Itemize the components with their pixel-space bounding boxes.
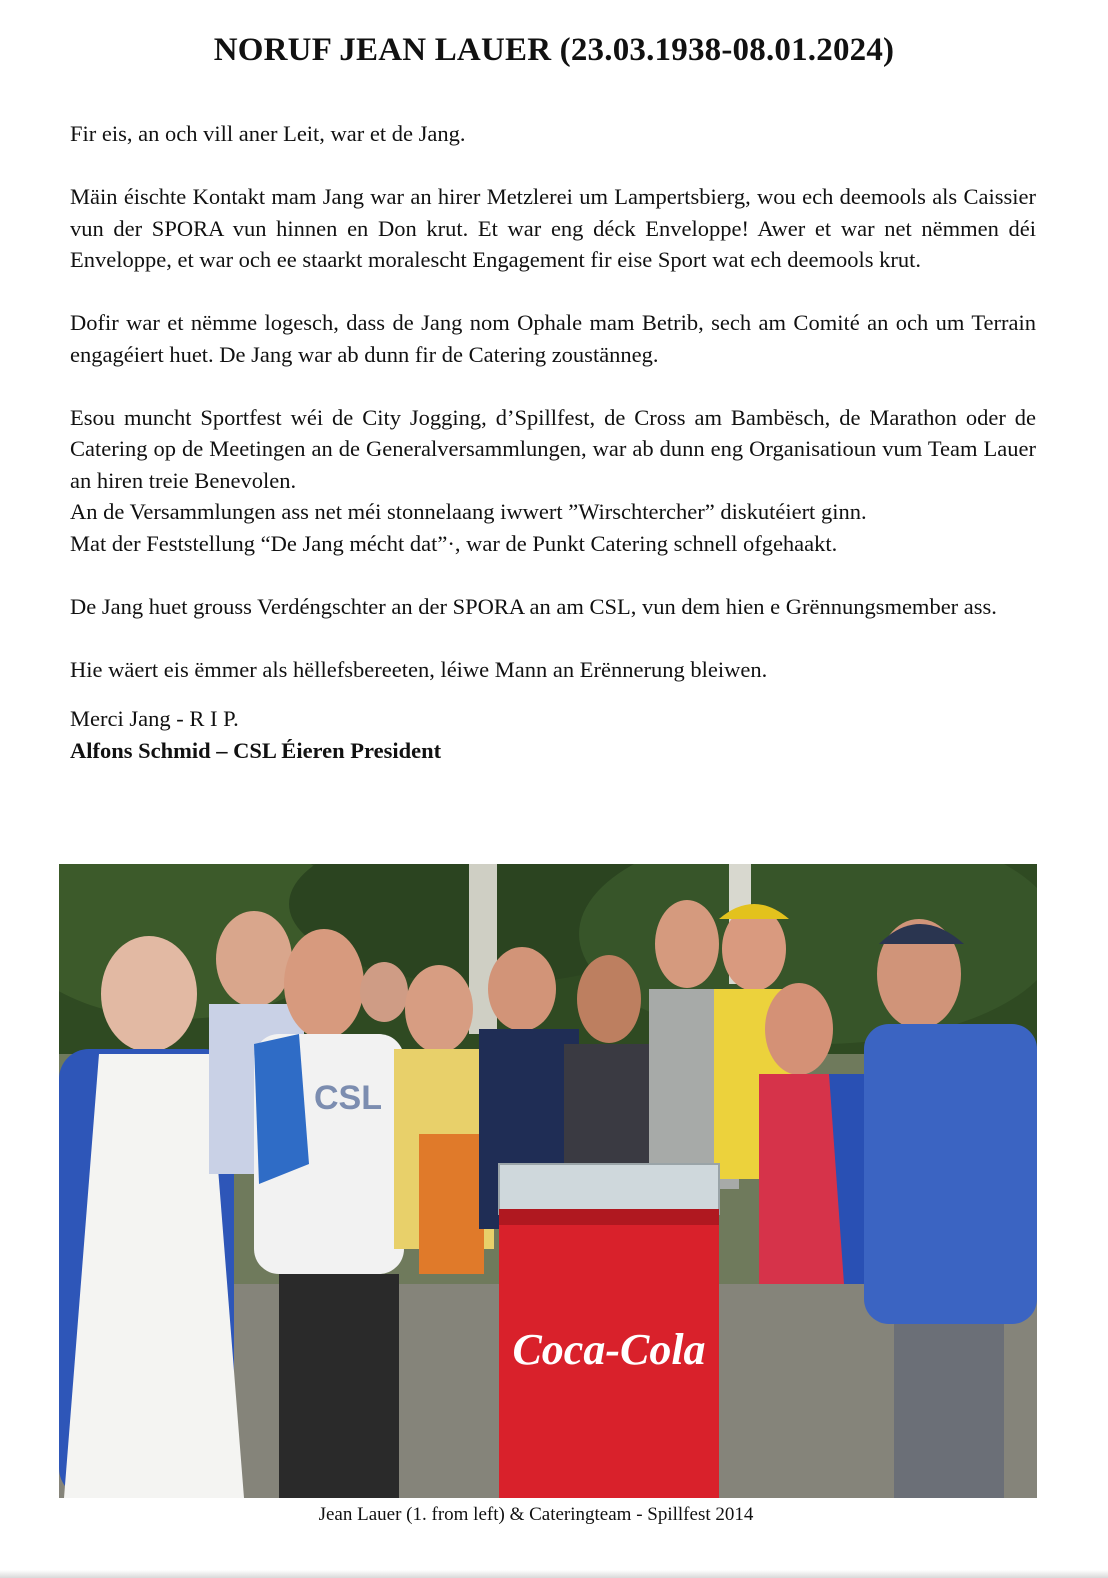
- article-body: [70, 118, 1036, 766]
- shirt-logo: CSL: [314, 1079, 382, 1117]
- closing-line: Merci Jang - R I P.: [70, 706, 239, 731]
- paragraph-4-line-3: Mat der Feststellung “De Jang mécht dat”·, war de Punkt Catering schnell ofgehaakt.: [70, 530, 838, 556]
- page-title: NORUF JEAN LAUER (23.03.1938-08.01.2024): [213, 32, 895, 68]
- paragraph-3: Dofir war et nëmme logesch, dass de Jang nom Ophale mam Betrib, sech am Comité an och um Terrain engagéiert huet. De Jang war ab dunn fir de Catering zoustänneg.: [70, 310, 1036, 367]
- paragraph-5: De Jang huet grouss Verdéngschter an der SPORA an am CSL, vun dem hien e Grënnungsmember ass.: [70, 593, 997, 619]
- cooler-brand-logo: Coca-Cola: [512, 1325, 706, 1374]
- paragraph-2: Mäin éischte Kontakt mam Jang war an hirer Metzlerei um Lampertsbierg, wou ech deemools als Caissier vun der SPORA vun hinnen en Don krut. Et war eng déck Enveloppe! Awer et war net nëmmen déi Enveloppe, et war och ee staarkt moralescht Engagement fir eise Sport wat ech deemools krut.: [70, 184, 1036, 272]
- paragraph-6: Hie wäert eis ëmmer als hëllefsbereeten, léiwe Mann an Erënnerung bleiwen.: [70, 656, 768, 682]
- group-photo: [59, 864, 1037, 1498]
- paragraph-4: Esou muncht Sportfest wéi de City Jogging, d’Spillfest, de Cross am Bambësch, de Marathon oder de Catering op de Meetingen an de Generalversammlungen, war ab dunn eng Organisatioun vum Team Lauer an hiren treie Benevolen.: [70, 404, 1036, 493]
- signature: Alfons Schmid – CSL Éieren President: [70, 737, 442, 763]
- photo-caption: Jean Lauer (1. from left) & Cateringteam - Spillfest 2014: [318, 1504, 754, 1525]
- paragraph-4-line-2: An de Versammlungen ass net méi stonnelaang iwwert ”Wirschtercher” diskutéiert ginn.: [70, 499, 867, 524]
- page-bottom-edge: [0, 1570, 1108, 1578]
- paragraph-1: Fir eis, an och vill aner Leit, war et de Jang.: [70, 121, 466, 146]
